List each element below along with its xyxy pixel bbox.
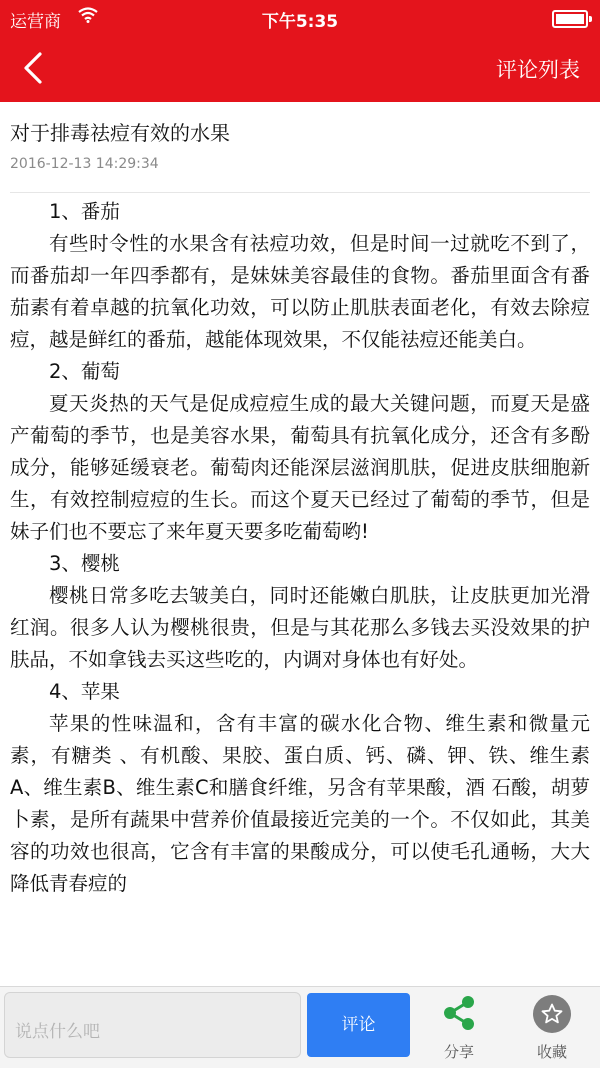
section-heading: 2、葡萄 xyxy=(49,360,120,383)
section-heading: 3、樱桃 xyxy=(49,552,120,575)
back-chevron-icon xyxy=(18,48,50,88)
section-text: 樱桃日常多吃去皱美白，同时还能嫩白肌肤，让皮肤更加光滑红润。很多人认为樱桃很贵，但是与其花那么多钱去买没效果的护肤品，不如拿钱去买这些吃的，内调对身体也有好处。 xyxy=(10,584,590,671)
favorite-label: 收藏 xyxy=(536,1043,567,1061)
status-time: 下午5:35 xyxy=(261,12,339,32)
section-text: 苹果的性味温和，含有丰富的碳水化合物、维生素和微量元素，有糖类 、有机酸、果胶、蛋白质、钙、磷、钾、铁、维生素A、维生素B、维生素C和膳食纤维，另含有苹果酸，酒 石酸，胡萝卜素，是所有蔬果中营养价值最接近完美的一个。不仅如此，其美容的功效也很高，它含有丰富的果酸成分，可以使毛孔通畅，大大降低青春痘的 xyxy=(10,712,590,895)
section-text: 夏天炎热的天气是促成痘痘生成的最大关键问题，而夏天是盛产葡萄的季节，也是美容水果，葡萄具有抗氧化成分，还含有多酚成分，能够延缓衰老。葡萄肉还能深层滋润肌肤，促进皮肤细胞新生，有效控制痘痘的生长。而这个夏天已经过了葡萄的季节，但是妹子们也不要忘了来年夏天要多吃葡萄哟! xyxy=(10,392,590,543)
section-heading: 1、番茄 xyxy=(49,200,120,223)
share-label: 分享 xyxy=(443,1043,474,1061)
section-heading: 4、苹果 xyxy=(49,680,120,703)
nav-bar xyxy=(0,34,600,102)
share-icon xyxy=(439,993,479,1033)
status-bar xyxy=(0,0,600,34)
bottom-bar xyxy=(0,986,600,1068)
share-button[interactable] xyxy=(418,991,500,1063)
comment-list-link[interactable]: 评论列表 xyxy=(496,58,580,82)
article-title: 对于排毒祛痘有效的水果 xyxy=(10,121,230,145)
top-bar xyxy=(0,0,600,102)
battery-icon xyxy=(552,10,588,28)
article-date: 2016-12-13 14:29:34 xyxy=(10,156,159,172)
section-text: 有些时令性的水果含有祛痘功效，但是时间一过就吃不到了，而番茄却一年四季都有，是妹妹美容最佳的食物。番茄里面含有番茄素有着卓越的抗氧化功效，可以防止肌肤表面老化，有效去除痘痘，越是鲜红的番茄，越能体现效果，不仅能祛痘还能美白。 xyxy=(10,232,590,351)
comment-input[interactable]: 说点什么吧 xyxy=(4,992,301,1058)
favorite-button[interactable] xyxy=(510,991,594,1063)
back-button[interactable] xyxy=(18,48,50,88)
article-content[interactable] xyxy=(10,196,590,986)
comment-button[interactable]: 评论 xyxy=(307,993,410,1057)
star-icon xyxy=(533,995,571,1033)
divider xyxy=(10,192,590,193)
carrier-label: 运营商 xyxy=(10,12,61,32)
